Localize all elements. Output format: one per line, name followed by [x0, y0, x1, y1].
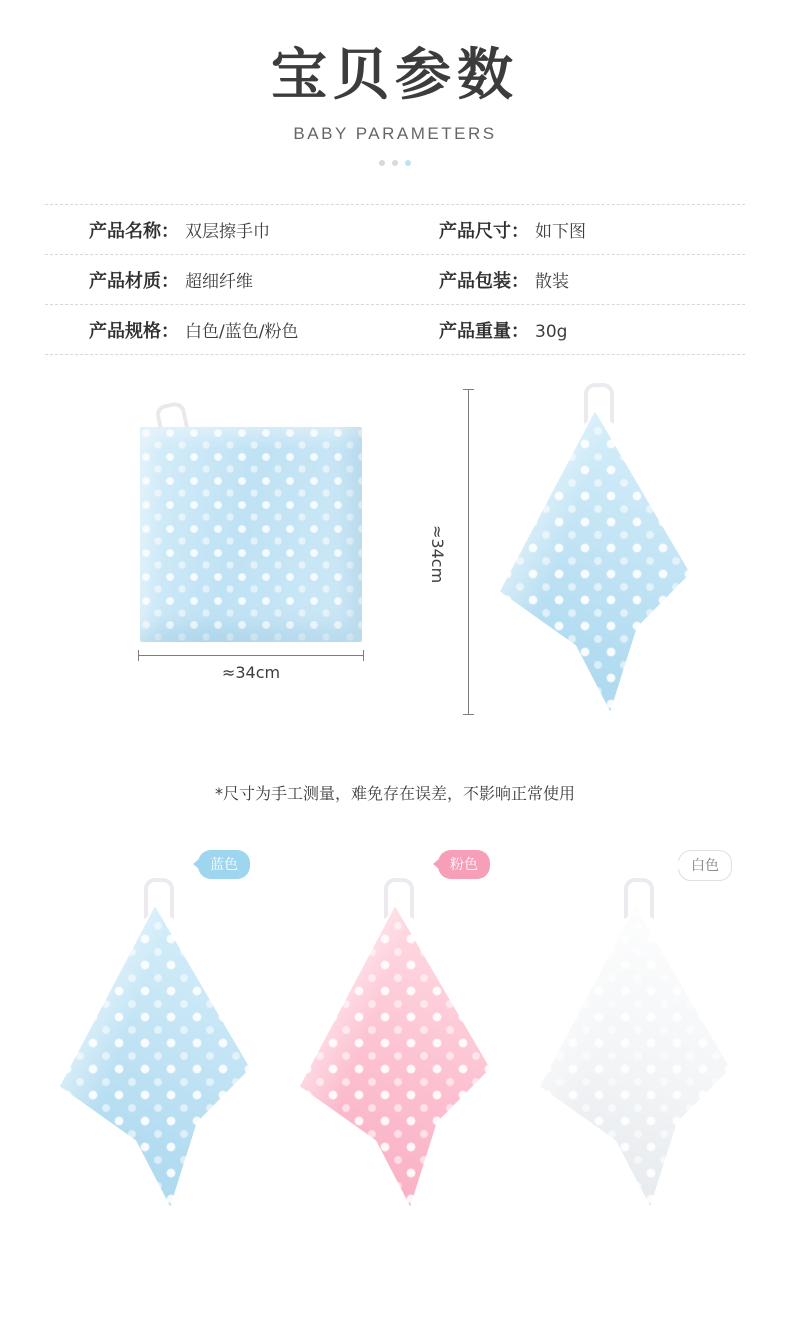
spec-label: 产品尺寸：	[439, 221, 529, 243]
spec-cell	[45, 267, 395, 293]
spec-value: 如下图	[535, 222, 586, 243]
spec-label: 产品材质：	[89, 271, 179, 293]
spec-value: 超细纤维	[185, 272, 253, 293]
spec-cell	[45, 317, 395, 343]
measurement-note: *尺寸为手工测量，难免存在误差，不影响正常使用	[214, 784, 575, 804]
spec-cell	[45, 217, 395, 243]
table-row	[45, 255, 745, 305]
towel-body	[540, 906, 730, 1206]
towel-flat-image	[140, 427, 362, 642]
spec-value: 双层擦手巾	[185, 222, 270, 243]
color-variant-blue[interactable]	[60, 842, 250, 1202]
towel-body	[300, 906, 490, 1206]
page-subtitle: BABY PARAMETERS	[293, 124, 497, 144]
width-measure-label: ≈34cm	[221, 663, 281, 683]
page-header	[0, 0, 790, 166]
height-measure-label: ≈34cm	[428, 525, 447, 584]
spec-label: 产品名称：	[89, 221, 179, 243]
table-row	[45, 305, 745, 355]
spec-value: 白色/蓝色/粉色	[185, 322, 299, 343]
towel-hanging-image	[540, 878, 730, 1208]
width-measure-line	[138, 655, 364, 656]
color-variant-pink[interactable]	[300, 842, 490, 1202]
dot-indicator	[0, 160, 790, 166]
spec-label: 产品包装：	[439, 271, 529, 293]
height-measure-line	[468, 389, 469, 715]
color-variant-white[interactable]	[540, 842, 730, 1202]
towel-hanging-image	[300, 878, 490, 1208]
spec-value: 散装	[535, 272, 569, 293]
spec-label: 产品规格：	[89, 321, 179, 343]
spec-value: 30g	[535, 322, 568, 343]
color-variants	[0, 842, 790, 1222]
spec-cell	[395, 217, 745, 243]
dot-icon-active	[405, 160, 411, 166]
hanging-towel-figure	[420, 377, 720, 737]
table-row	[45, 204, 745, 255]
color-badge-label: 粉色	[450, 857, 478, 874]
towel-body	[60, 906, 250, 1206]
spec-table	[45, 204, 745, 355]
page-title: 宝贝参数	[271, 43, 519, 108]
dimension-figures	[0, 377, 790, 777]
towel-body	[500, 411, 690, 711]
spec-cell	[395, 267, 745, 293]
flat-towel-figure	[120, 397, 380, 683]
towel-hanging-image	[60, 878, 250, 1208]
dot-icon	[379, 160, 385, 166]
color-badge	[678, 850, 732, 881]
spec-label: 产品重量：	[439, 321, 529, 343]
color-badge	[438, 850, 490, 879]
color-badge-label: 蓝色	[210, 857, 238, 874]
color-badge	[198, 850, 250, 879]
spec-cell	[395, 317, 745, 343]
dot-icon	[392, 160, 398, 166]
color-badge-label: 白色	[691, 858, 719, 875]
towel-hanging-image	[500, 383, 690, 713]
